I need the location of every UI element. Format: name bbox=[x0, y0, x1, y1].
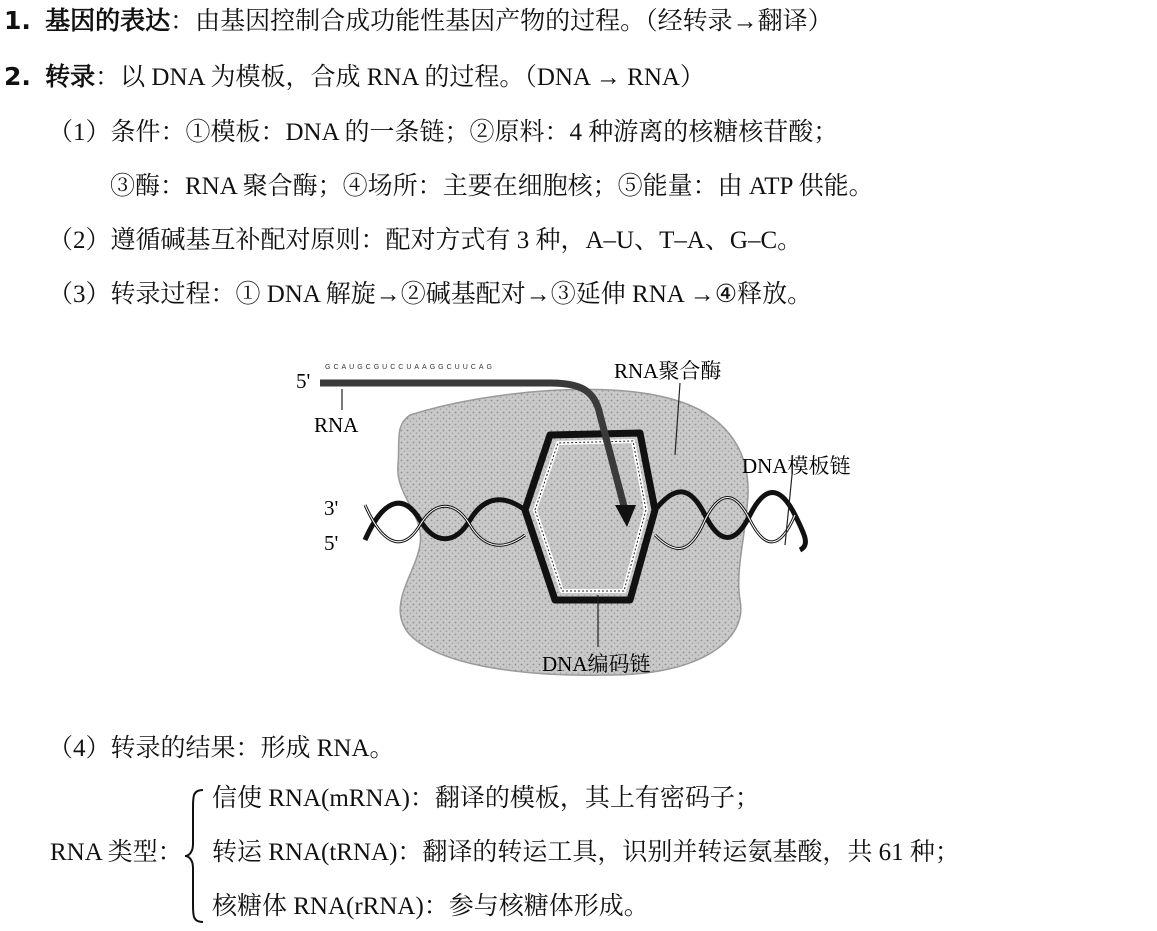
rna-sequence: GCAUGCGUCCUAAGGCUUCAG bbox=[325, 364, 495, 371]
item-number: 2. bbox=[4, 62, 31, 91]
sub-process: （3）转录过程：① DNA 解旋→②碱基配对→③延伸 RNA →④释放。 bbox=[48, 281, 813, 308]
item-text: ：以 DNA 为模板，合成 RNA 的过程。（DNA → RNA） bbox=[95, 64, 705, 91]
rna-type-mrna: 信使 RNA(mRNA)：翻译的模板，其上有密码子； bbox=[212, 785, 760, 812]
label-dna-coding: DNA编码链 bbox=[542, 652, 651, 676]
sub-conditions-line2: ③酶：RNA 聚合酶；④场所：主要在细胞核；⑤能量：由 ATP 供能。 bbox=[110, 173, 874, 200]
rna-types-label: RNA 类型： bbox=[50, 839, 183, 866]
label-3prime: 3' bbox=[324, 496, 339, 520]
sub-result: （4）转录的结果：形成 RNA。 bbox=[48, 735, 395, 762]
transcription-diagram bbox=[280, 345, 920, 690]
brace-icon bbox=[183, 788, 207, 924]
transcription-svg bbox=[280, 345, 920, 690]
label-5prime-top: 5' bbox=[296, 369, 311, 393]
item-transcription bbox=[4, 62, 705, 93]
rna-type-trna: 转运 RNA(tRNA)：翻译的转运工具，识别并转运氨基酸，共 61 种； bbox=[212, 839, 960, 866]
item-number: 1. bbox=[4, 6, 31, 35]
rna-type-rrna: 核糖体 RNA(rRNA)：参与核糖体形成。 bbox=[212, 893, 649, 920]
item-text: ：由基因控制合成功能性基因产物的过程。（经转录→翻译） bbox=[170, 8, 833, 35]
item-gene-expression bbox=[4, 6, 833, 37]
label-rna-polymerase: RNA聚合酶 bbox=[614, 359, 722, 383]
label-rna: RNA bbox=[314, 413, 359, 437]
item-term: 转录 bbox=[45, 62, 96, 91]
sub-base-pairing: （2）遵循碱基互补配对原则：配对方式有 3 种，A–U、T–A、G–C。 bbox=[48, 227, 803, 254]
rna-types bbox=[0, 780, 1157, 930]
label-dna-template: DNA模板链 bbox=[742, 454, 851, 478]
item-term: 基因的表达 bbox=[45, 6, 171, 35]
sub-conditions-line1: （1）条件：①模板：DNA 的一条链；②原料：4 种游离的核糖核苷酸； bbox=[48, 119, 839, 146]
label-5prime-bottom: 5' bbox=[324, 531, 339, 555]
